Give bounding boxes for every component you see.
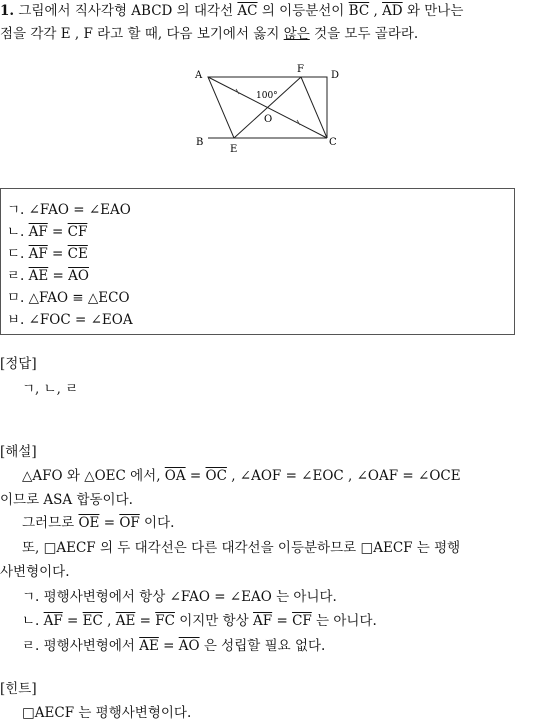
- problem-text-post: 와 만나는: [406, 3, 464, 19]
- problem-text-2a: 점을 각각 E , F 라고 할 때, 다음 보기에서 옳지: [0, 26, 280, 42]
- segment-symbol: $\overline{CF}$: [67, 224, 88, 240]
- text-run: △FAO ≡ △ECO: [28, 290, 130, 306]
- label-o: O: [264, 114, 273, 125]
- answer-text: ㄱ, ㄴ, ㄹ: [22, 381, 79, 397]
- segment-ad: $\overline{AD}$: [382, 3, 403, 19]
- explanation-line: [22, 539, 460, 557]
- choice-item: [7, 245, 88, 263]
- segment-symbol: $\overline{CF}$: [292, 613, 312, 629]
- segment-symbol: $\overline{OE}$: [78, 515, 100, 531]
- segment-symbol: $\overline{EC}$: [82, 613, 103, 629]
- text-run: ∠FAO = ∠EAO: [28, 202, 131, 218]
- text-run: , ∠AOF = ∠EOC , ∠OAF = ∠OCE: [226, 468, 461, 484]
- text-run: 그러므로: [22, 515, 79, 531]
- text-run: 사변형이다.: [0, 564, 70, 580]
- choice-item: [7, 311, 133, 329]
- problem-text-pre: 그림에서 직사각형 ABCD 의 대각선: [18, 3, 234, 19]
- segment-symbol: $\overline{AE}$: [139, 638, 159, 654]
- explanation-line: [22, 514, 174, 532]
- problem-text-mid: 의 이등분선이: [261, 3, 345, 19]
- angle-label: 100°: [256, 91, 278, 101]
- text-run: ㄴ.: [22, 613, 44, 629]
- text-run: =: [48, 268, 69, 284]
- segment-symbol: $\overline{AF}$: [28, 224, 48, 240]
- text-run: 는 아니다.: [311, 613, 377, 629]
- label-f: F: [297, 64, 304, 75]
- choice-item: [7, 201, 131, 219]
- text-run: =: [99, 515, 120, 531]
- choice-key: ㄹ.: [7, 268, 29, 284]
- answer-title: [정답]: [0, 356, 37, 372]
- rectangle-figure: [0, 60, 535, 160]
- text-run: =: [47, 246, 68, 262]
- label-c: C: [329, 137, 337, 148]
- choice-item: [7, 267, 89, 285]
- segment-symbol: $\overline{CE}$: [67, 246, 88, 262]
- text-run: =: [272, 613, 293, 629]
- text-run: ㄱ. 평행사변형에서 항상 ∠FAO = ∠EAO 는 아니다.: [22, 589, 337, 605]
- segment-ef: [234, 77, 301, 138]
- segment-symbol: $\overline{AF}$: [43, 613, 63, 629]
- hint-title: [힌트]: [0, 681, 37, 697]
- choice-key: ㄴ.: [7, 224, 29, 240]
- text-run: =: [62, 613, 83, 629]
- text-run: ∠FOC = ∠EOA: [28, 312, 133, 328]
- problem-line-2: [0, 25, 418, 43]
- label-d: D: [331, 70, 340, 81]
- problem-number: 1.: [0, 3, 15, 19]
- choice-key: ㄷ.: [7, 246, 29, 262]
- choices-box: [0, 188, 515, 335]
- problem-line-1: [0, 2, 463, 20]
- explanation-title: [해설]: [0, 444, 37, 460]
- segment-symbol: $\overline{AE}$: [115, 613, 136, 629]
- explanation-line: [22, 637, 325, 655]
- segment-symbol: $\overline{AO}$: [68, 268, 89, 284]
- text-run: △AFO 와 △OEC 에서,: [22, 468, 165, 484]
- text-run: =: [47, 224, 68, 240]
- explanation-line: [22, 612, 377, 630]
- text-run: =: [185, 468, 206, 484]
- explanation-line: [0, 491, 133, 509]
- choice-item: [7, 223, 87, 241]
- text-run: =: [158, 638, 179, 654]
- segment-symbol: $\overline{AO}$: [178, 638, 200, 654]
- text-run: 은 성립할 필요 없다.: [199, 638, 326, 654]
- text-run: ㄹ. 평행사변형에서: [22, 638, 140, 654]
- text-run: 이다.: [139, 515, 175, 531]
- choice-key: ㅂ.: [7, 312, 29, 328]
- segment-symbol: $\overline{OF}$: [119, 515, 140, 531]
- hint-text: □AECF 는 평행사변형이다.: [22, 705, 192, 721]
- text-run: 이므로 ASA 합동이다.: [0, 492, 133, 508]
- label-a: A: [195, 70, 203, 81]
- text-run: =: [135, 613, 156, 629]
- text-run: ,: [102, 613, 116, 629]
- explanation-line: [22, 467, 461, 485]
- choice-key: ㅁ.: [7, 290, 29, 306]
- text-run: 또, □AECF 의 두 대각선은 다른 대각선을 이등분하므로 □AECF 는 평행: [22, 540, 461, 556]
- text-run: 이지만 항상: [174, 613, 254, 629]
- choice-key: ㄱ.: [7, 202, 29, 218]
- choice-item: [7, 289, 130, 307]
- segment-fc: [301, 77, 327, 138]
- explanation-line: [22, 588, 337, 606]
- comma: ,: [373, 3, 378, 19]
- segment-bc: $\overline{BC}$: [348, 3, 370, 19]
- segment-symbol: $\overline{AF}$: [253, 613, 273, 629]
- segment-symbol: $\overline{AE}$: [28, 268, 49, 284]
- segment-symbol: $\overline{OC}$: [205, 468, 227, 484]
- explanation-line: [0, 563, 70, 581]
- problem-text-2c: 것을 모두 골라라.: [314, 26, 419, 42]
- segment-symbol: $\overline{OA}$: [164, 468, 186, 484]
- label-b: B: [196, 137, 204, 148]
- segment-symbol: $\overline{FC}$: [155, 613, 175, 629]
- problem-text-underlined: 않은: [283, 26, 310, 42]
- segment-symbol: $\overline{AF}$: [28, 246, 48, 262]
- label-e: E: [230, 144, 238, 155]
- segment-ac: $\overline{AC}$: [237, 3, 258, 19]
